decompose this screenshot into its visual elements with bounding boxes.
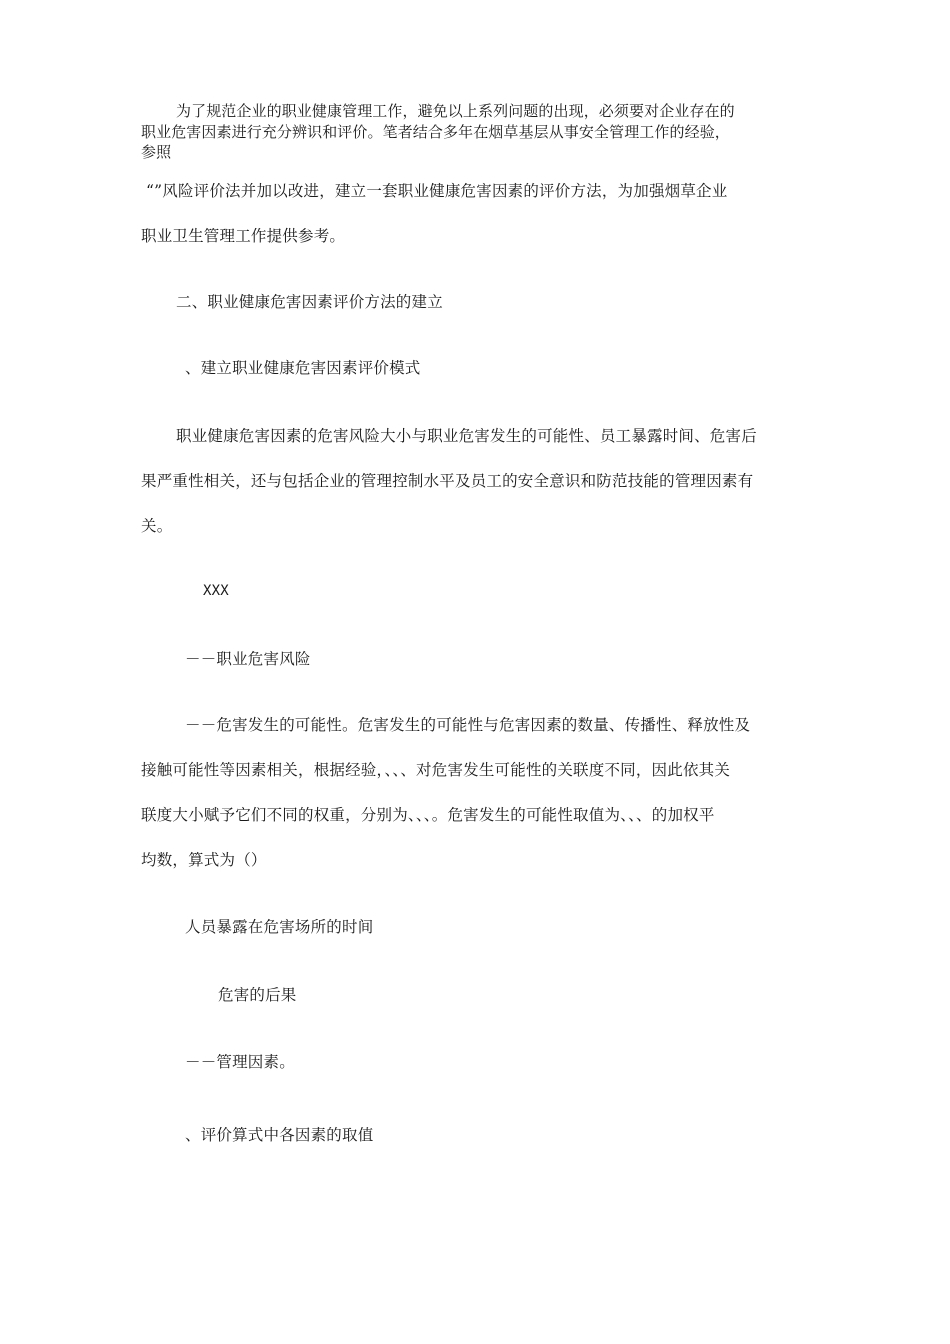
intro-line-1: 为了规范企业的职业健康管理工作，避免以上系列问题的出现，必须要对企业存在的 <box>176 102 735 120</box>
item-consequence: 危害的后果 <box>218 986 297 1004</box>
section-2-heading: 二、职业健康危害因素评价方法的建立 <box>176 293 443 311</box>
model-para-line-3: 关。 <box>141 517 173 535</box>
intro-line-3: 参照 <box>141 143 172 161</box>
possibility-para-line-4: 均数，算式为（） <box>141 851 267 869</box>
item-management-factor: －－管理因素。 <box>185 1053 295 1071</box>
item-occupational-risk: －－职业危害风险 <box>185 650 311 668</box>
model-para-line-2: 果严重性相关，还与包括企业的管理控制水平及员工的安全意识和防范技能的管理因素有 <box>141 472 754 490</box>
intro-line-2: 职业危害因素进行充分辨识和评价。笔者结合多年在烟草基层从事安全管理工作的经验， <box>141 123 730 141</box>
item-exposure-time: 人员暴露在危害场所的时间 <box>185 918 374 936</box>
possibility-para-line-1: －－危害发生的可能性。危害发生的可能性与危害因素的数量、传播性、释放性及 <box>185 716 751 734</box>
model-para-line-1: 职业健康危害因素的危害风险大小与职业危害发生的可能性、员工暴露时间、危害后 <box>176 427 757 445</box>
possibility-para-line-3: 联度大小赋予它们不同的权重，分别为、、、。危害发生的可能性取值为、、、的加权平 <box>141 806 715 824</box>
possibility-para-line-2: 接触可能性等因素相关，根据经验，、、、对危害发生可能性的关联度不同，因此依其关 <box>141 761 731 779</box>
intro-line-5: 职业卫生管理工作提供参考。 <box>141 227 346 245</box>
formula-placeholder: XXX <box>203 583 229 599</box>
subsection-1-heading: 、建立职业健康危害因素评价模式 <box>185 359 421 377</box>
subsection-2-heading: 、评价算式中各因素的取值 <box>185 1126 374 1144</box>
intro-line-4: “”风险评价法并加以改进，建立一套职业健康危害因素的评价方法，为加强烟草企业 <box>146 182 728 200</box>
